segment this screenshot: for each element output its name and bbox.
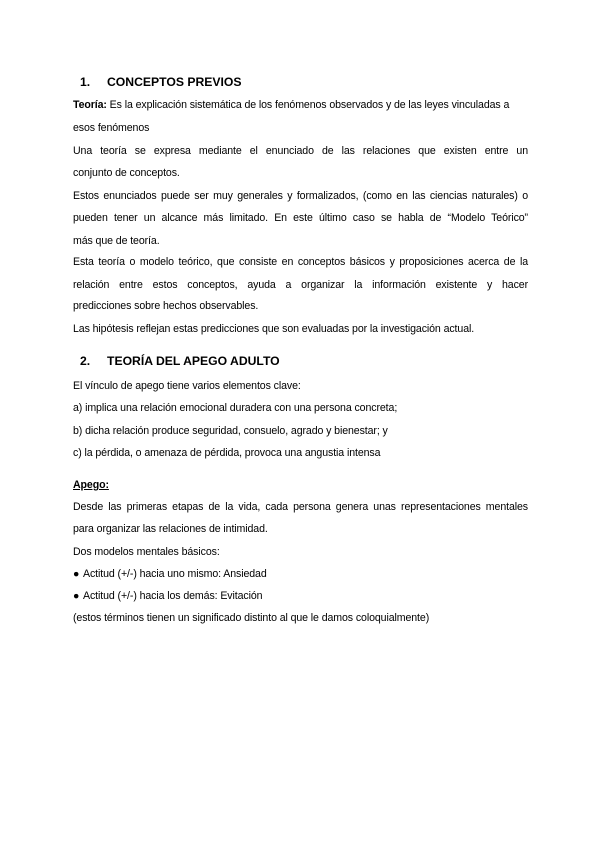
teoria-line-2: esos fenómenos bbox=[73, 122, 150, 134]
section-2-heading bbox=[80, 354, 280, 368]
paragraph-3-line-2: relación entre estos conceptos, ayuda a organizar la información existente y hacer bbox=[73, 279, 528, 291]
section-1-number: 1. bbox=[80, 75, 91, 89]
apego-intro: El vínculo de apego tiene varios elementos clave: bbox=[73, 380, 301, 392]
terms-note: (estos términos tienen un significado distinto al que le damos coloquialmente) bbox=[73, 612, 430, 624]
paragraph-3-line-1: Esta teoría o modelo teórico, que consiste en conceptos básicos y proposiciones acerca de la bbox=[73, 256, 528, 268]
bullet-text-1: Actitud (+/-) hacia uno mismo: Ansiedad bbox=[83, 568, 267, 580]
paragraph-2-line-2: pueden tener un alcance más limitado. En este último caso se habla de “Modelo Teórico” bbox=[73, 212, 528, 224]
teoria-definition: Es la explicación sistemática de los fenómenos observados y de las leyes vinculadas a bbox=[106, 99, 510, 111]
teoria-line-1 bbox=[73, 99, 509, 111]
apego-label: Apego: bbox=[73, 479, 109, 491]
section-2-title: TEORÍA DEL APEGO ADULTO bbox=[107, 354, 280, 368]
list-item-c: c) la pérdida, o amenaza de pérdida, provoca una angustia intensa bbox=[73, 447, 381, 459]
bullet-item-2 bbox=[73, 590, 262, 602]
paragraph-1-line-1: Una teoría se expresa mediante el enunciado de las relaciones que existen entre un bbox=[73, 145, 528, 157]
section-1-heading bbox=[80, 75, 242, 89]
paragraph-1-line-2: conjunto de conceptos. bbox=[73, 167, 180, 179]
bullet-item-1 bbox=[73, 568, 267, 580]
paragraph-3-line-3: predicciones sobre hechos observables. bbox=[73, 300, 259, 312]
models-intro: Dos modelos mentales básicos: bbox=[73, 546, 220, 558]
bullet-text-2: Actitud (+/-) hacia los demás: Evitación bbox=[83, 590, 263, 602]
bullet-icon: ● bbox=[73, 590, 80, 602]
list-item-a: a) implica una relación emocional duradera con una persona concreta; bbox=[73, 402, 398, 414]
apego-line-2: para organizar las relaciones de intimidad. bbox=[73, 523, 268, 535]
bullet-icon: ● bbox=[73, 568, 80, 580]
paragraph-2-line-1: Estos enunciados puede ser muy generales y formalizados, (como en las ciencias naturales) o bbox=[73, 190, 528, 202]
paragraph-2-line-3: más que de teoría. bbox=[73, 235, 160, 247]
section-1-title: CONCEPTOS PREVIOS bbox=[107, 75, 242, 89]
apego-line-1: Desde las primeras etapas de la vida, cada persona genera unas representaciones mentales bbox=[73, 501, 528, 513]
paragraph-4-line-1: Las hipótesis reflejan estas predicciones que son evaluadas por la investigación actual. bbox=[73, 323, 475, 335]
teoria-label: Teoría: bbox=[73, 99, 107, 111]
section-2-number: 2. bbox=[80, 354, 91, 368]
list-item-b: b) dicha relación produce seguridad, consuelo, agrado y bienestar; y bbox=[73, 425, 388, 437]
